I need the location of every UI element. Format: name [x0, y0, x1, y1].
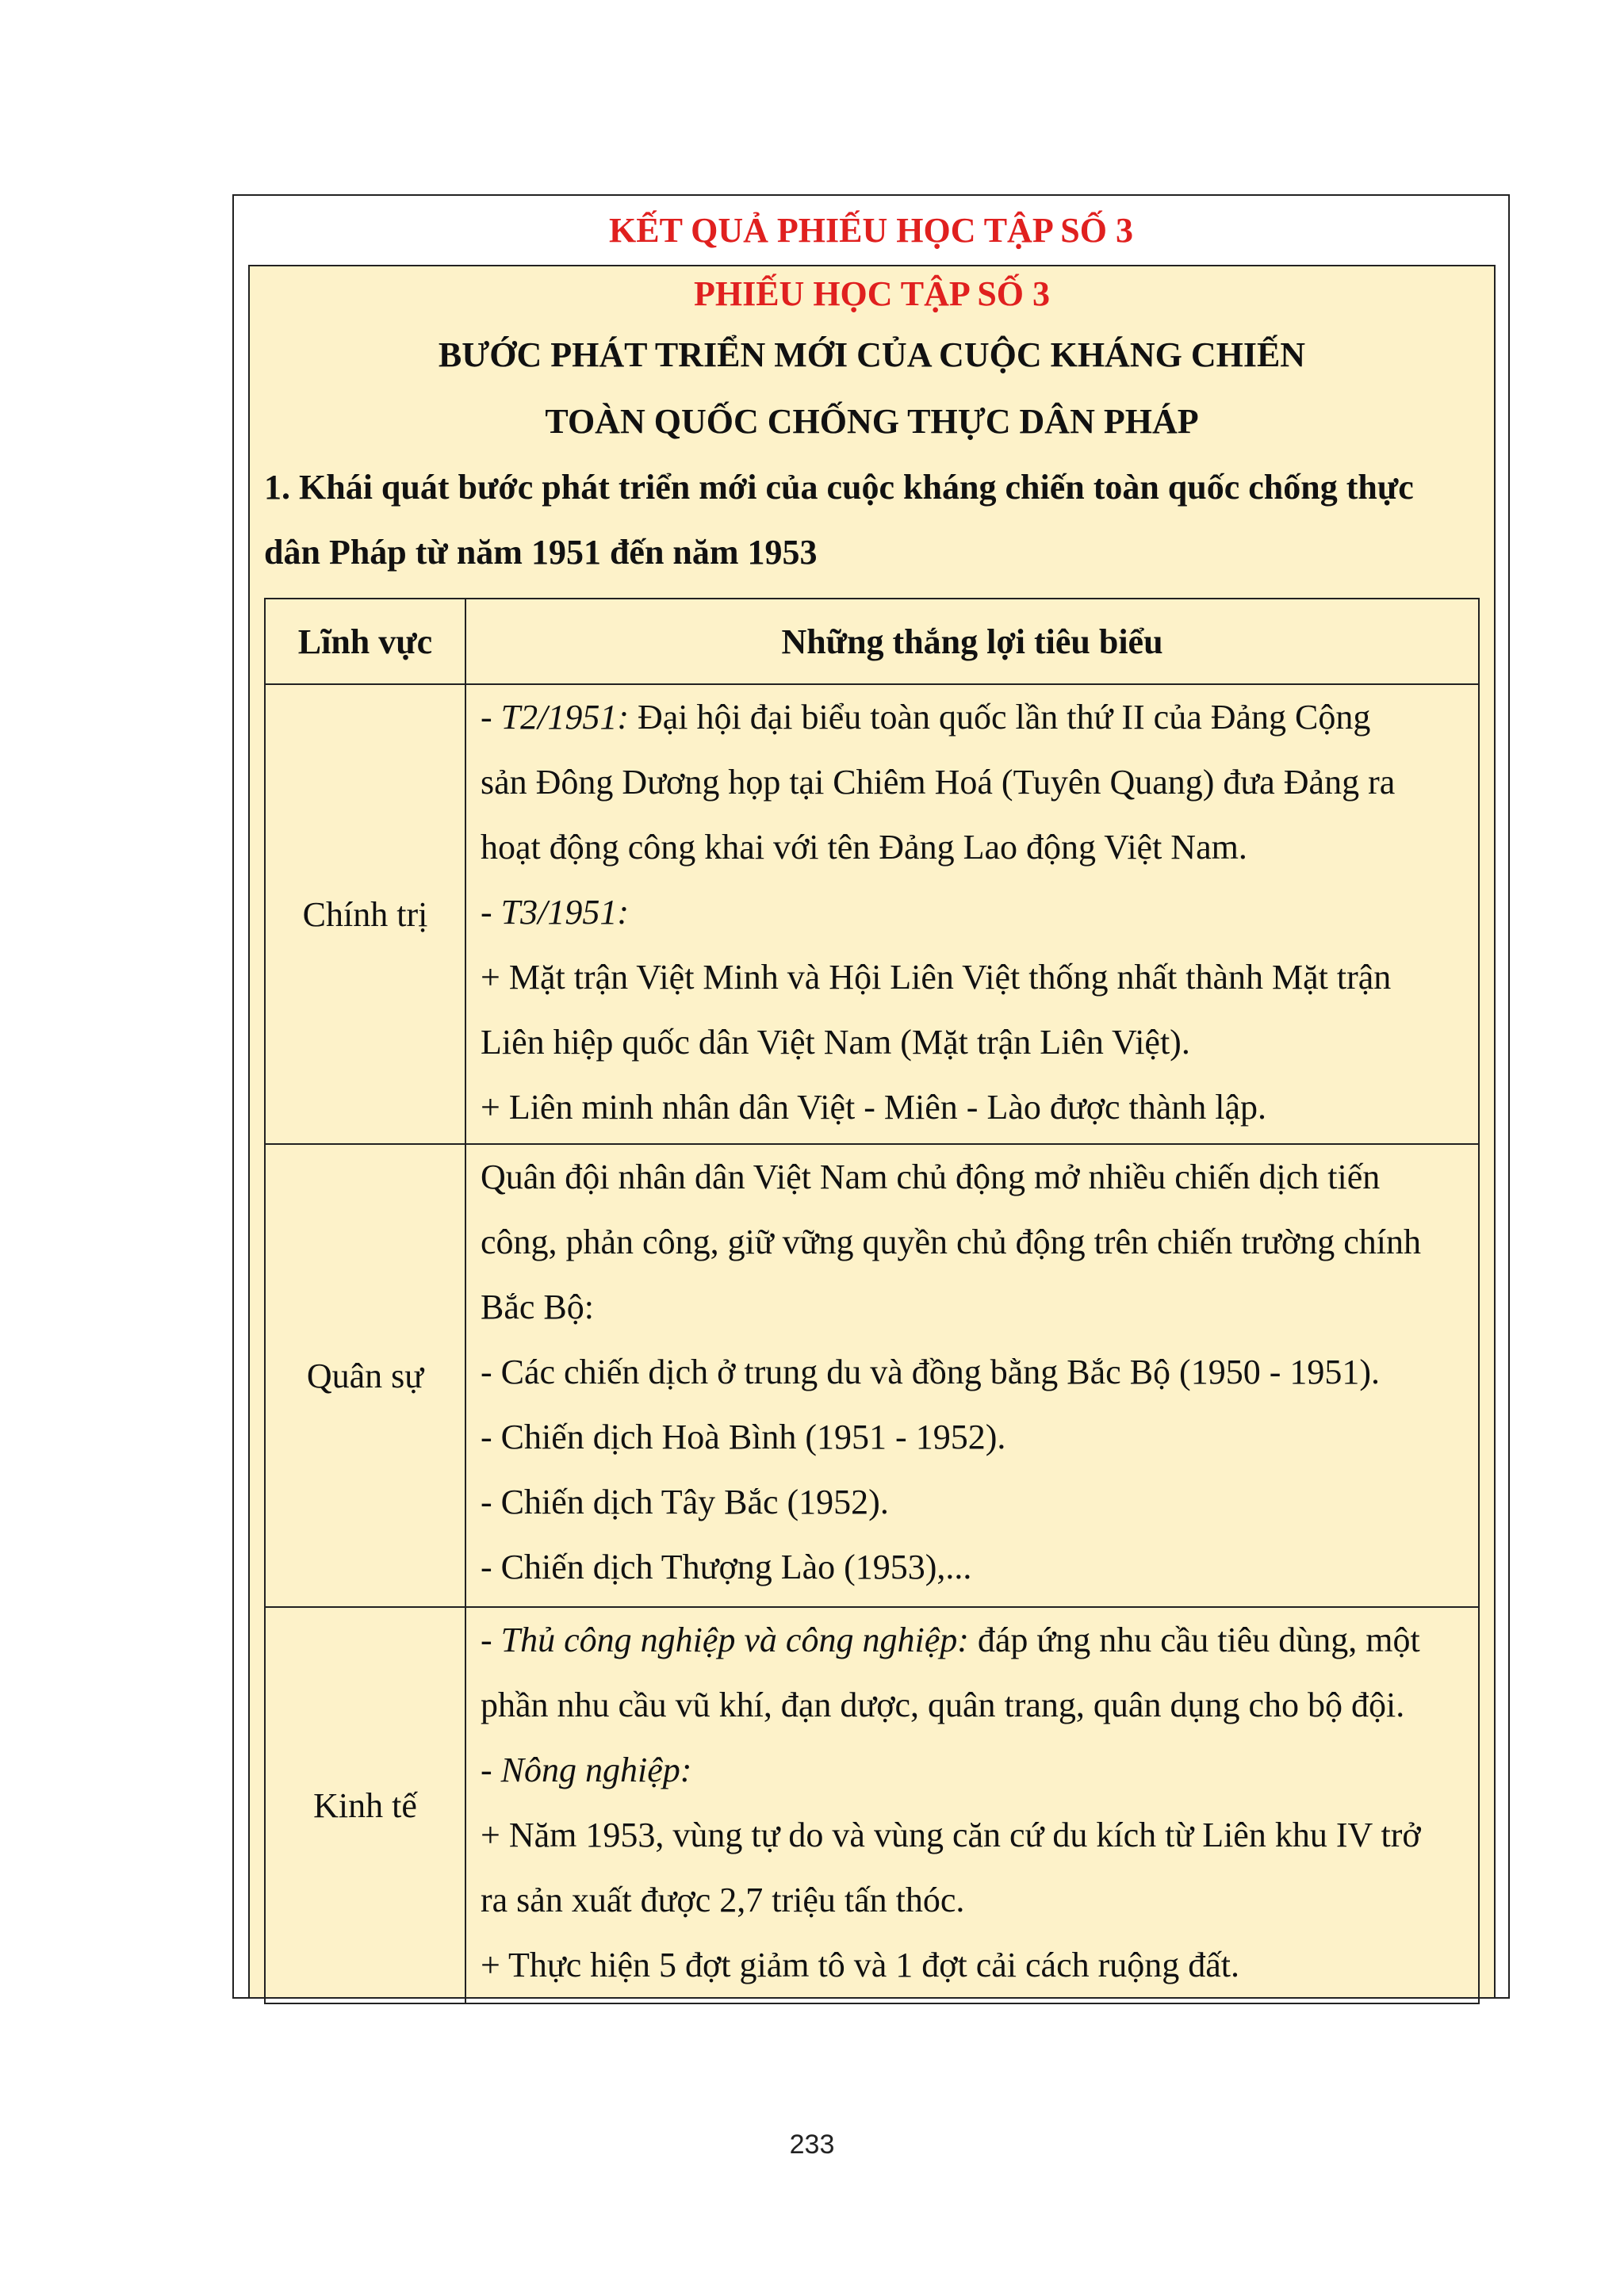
content-economy: [465, 1607, 1479, 2003]
content-line: ra sản xuất được 2,7 triệu tấn thóc.: [481, 1881, 965, 1919]
content-line: - T2/1951: Đại hội đại biểu toàn quốc lần thứ II của Đảng Cộng: [481, 698, 1371, 737]
content-line: - Chiến dịch Tây Bắc (1952).: [481, 1483, 889, 1521]
worksheet-subtitle-line1: BƯỚC PHÁT TRIỂN MỚI CỦA CUỘC KHÁNG CHIẾN: [438, 335, 1306, 374]
content-line: Quân đội nhân dân Việt Nam chủ động mở nhiều chiến dịch tiến: [481, 1158, 1381, 1196]
field-economy: Kinh tế: [265, 1607, 465, 2003]
table-row-economy: [265, 1607, 1479, 2003]
table-header-row: [265, 599, 1479, 684]
section-heading-line1: 1. Khái quát bước phát triển mới của cuộc kháng chiến toàn quốc chống thực: [264, 468, 1414, 507]
result-box: [232, 194, 1510, 1999]
column-header-achievements: Những thắng lợi tiêu biểu: [465, 599, 1479, 684]
sector-label: - Thủ công nghiệp và công nghiệp:: [481, 1621, 969, 1659]
worksheet-subtitle-line2: TOÀN QUỐC CHỐNG THỰC DÂN PHÁP: [545, 402, 1199, 441]
content-line: + Mặt trận Việt Minh và Hội Liên Việt thống nhất thành Mặt trận: [481, 958, 1392, 997]
content-politics: [465, 684, 1479, 1144]
content-line: - Chiến dịch Hoà Bình (1951 - 1952).: [481, 1418, 1006, 1456]
field-military: Quân sự: [265, 1144, 465, 1607]
table-row-military: [265, 1144, 1479, 1607]
section-heading-line2: dân Pháp từ năm 1951 đến năm 1953: [264, 533, 818, 572]
content-line: - Chiến dịch Thượng Lào (1953),...: [481, 1548, 972, 1586]
achievements-table: [264, 598, 1480, 2004]
section-heading: [264, 455, 1480, 585]
page-number: 233: [789, 2130, 835, 2160]
worksheet-panel: [248, 265, 1496, 1999]
content-line: công, phản công, giữ vững quyền chủ động trên chiến trường chính: [481, 1223, 1422, 1261]
content-line: Bắc Bộ:: [481, 1288, 594, 1326]
content-line: + Năm 1953, vùng tự do và vùng căn cứ du kích từ Liên khu IV trở: [481, 1816, 1421, 1854]
column-header-field: Lĩnh vực: [265, 599, 465, 684]
content-line: hoạt động công khai với tên Đảng Lao động Việt Nam.: [481, 828, 1247, 867]
content-line: - Thủ công nghiệp và công nghiệp: đáp ứng nhu cầu tiêu dùng, một: [481, 1621, 1420, 1659]
date-label: - T2/1951:: [481, 698, 629, 737]
content-line: - Các chiến dịch ở trung du và đồng bằng Bắc Bộ (1950 - 1951).: [481, 1353, 1381, 1391]
content-line: - Nông nghiệp:: [481, 1751, 692, 1789]
table-row-politics: [265, 684, 1479, 1144]
result-title: KẾT QUẢ PHIẾU HỌC TẬP SỐ 3: [609, 211, 1133, 250]
content-line: + Thực hiện 5 đợt giảm tô và 1 đợt cải cách ruộng đất.: [481, 1946, 1240, 1984]
content-line: Liên hiệp quốc dân Việt Nam (Mặt trận Liên Việt).: [481, 1023, 1190, 1062]
content-military: [465, 1144, 1479, 1607]
content-line: phần nhu cầu vũ khí, đạn dược, quân trang, quân dụng cho bộ đội.: [481, 1686, 1405, 1724]
content-line: - T3/1951:: [481, 893, 629, 932]
content-line: sản Đông Dương họp tại Chiêm Hoá (Tuyên Quang) đưa Đảng ra: [481, 763, 1396, 802]
content-line: + Liên minh nhân dân Việt - Miên - Lào được thành lập.: [481, 1088, 1267, 1127]
field-politics: Chính trị: [265, 684, 465, 1144]
worksheet-title: PHIẾU HỌC TẬP SỐ 3: [693, 274, 1051, 313]
